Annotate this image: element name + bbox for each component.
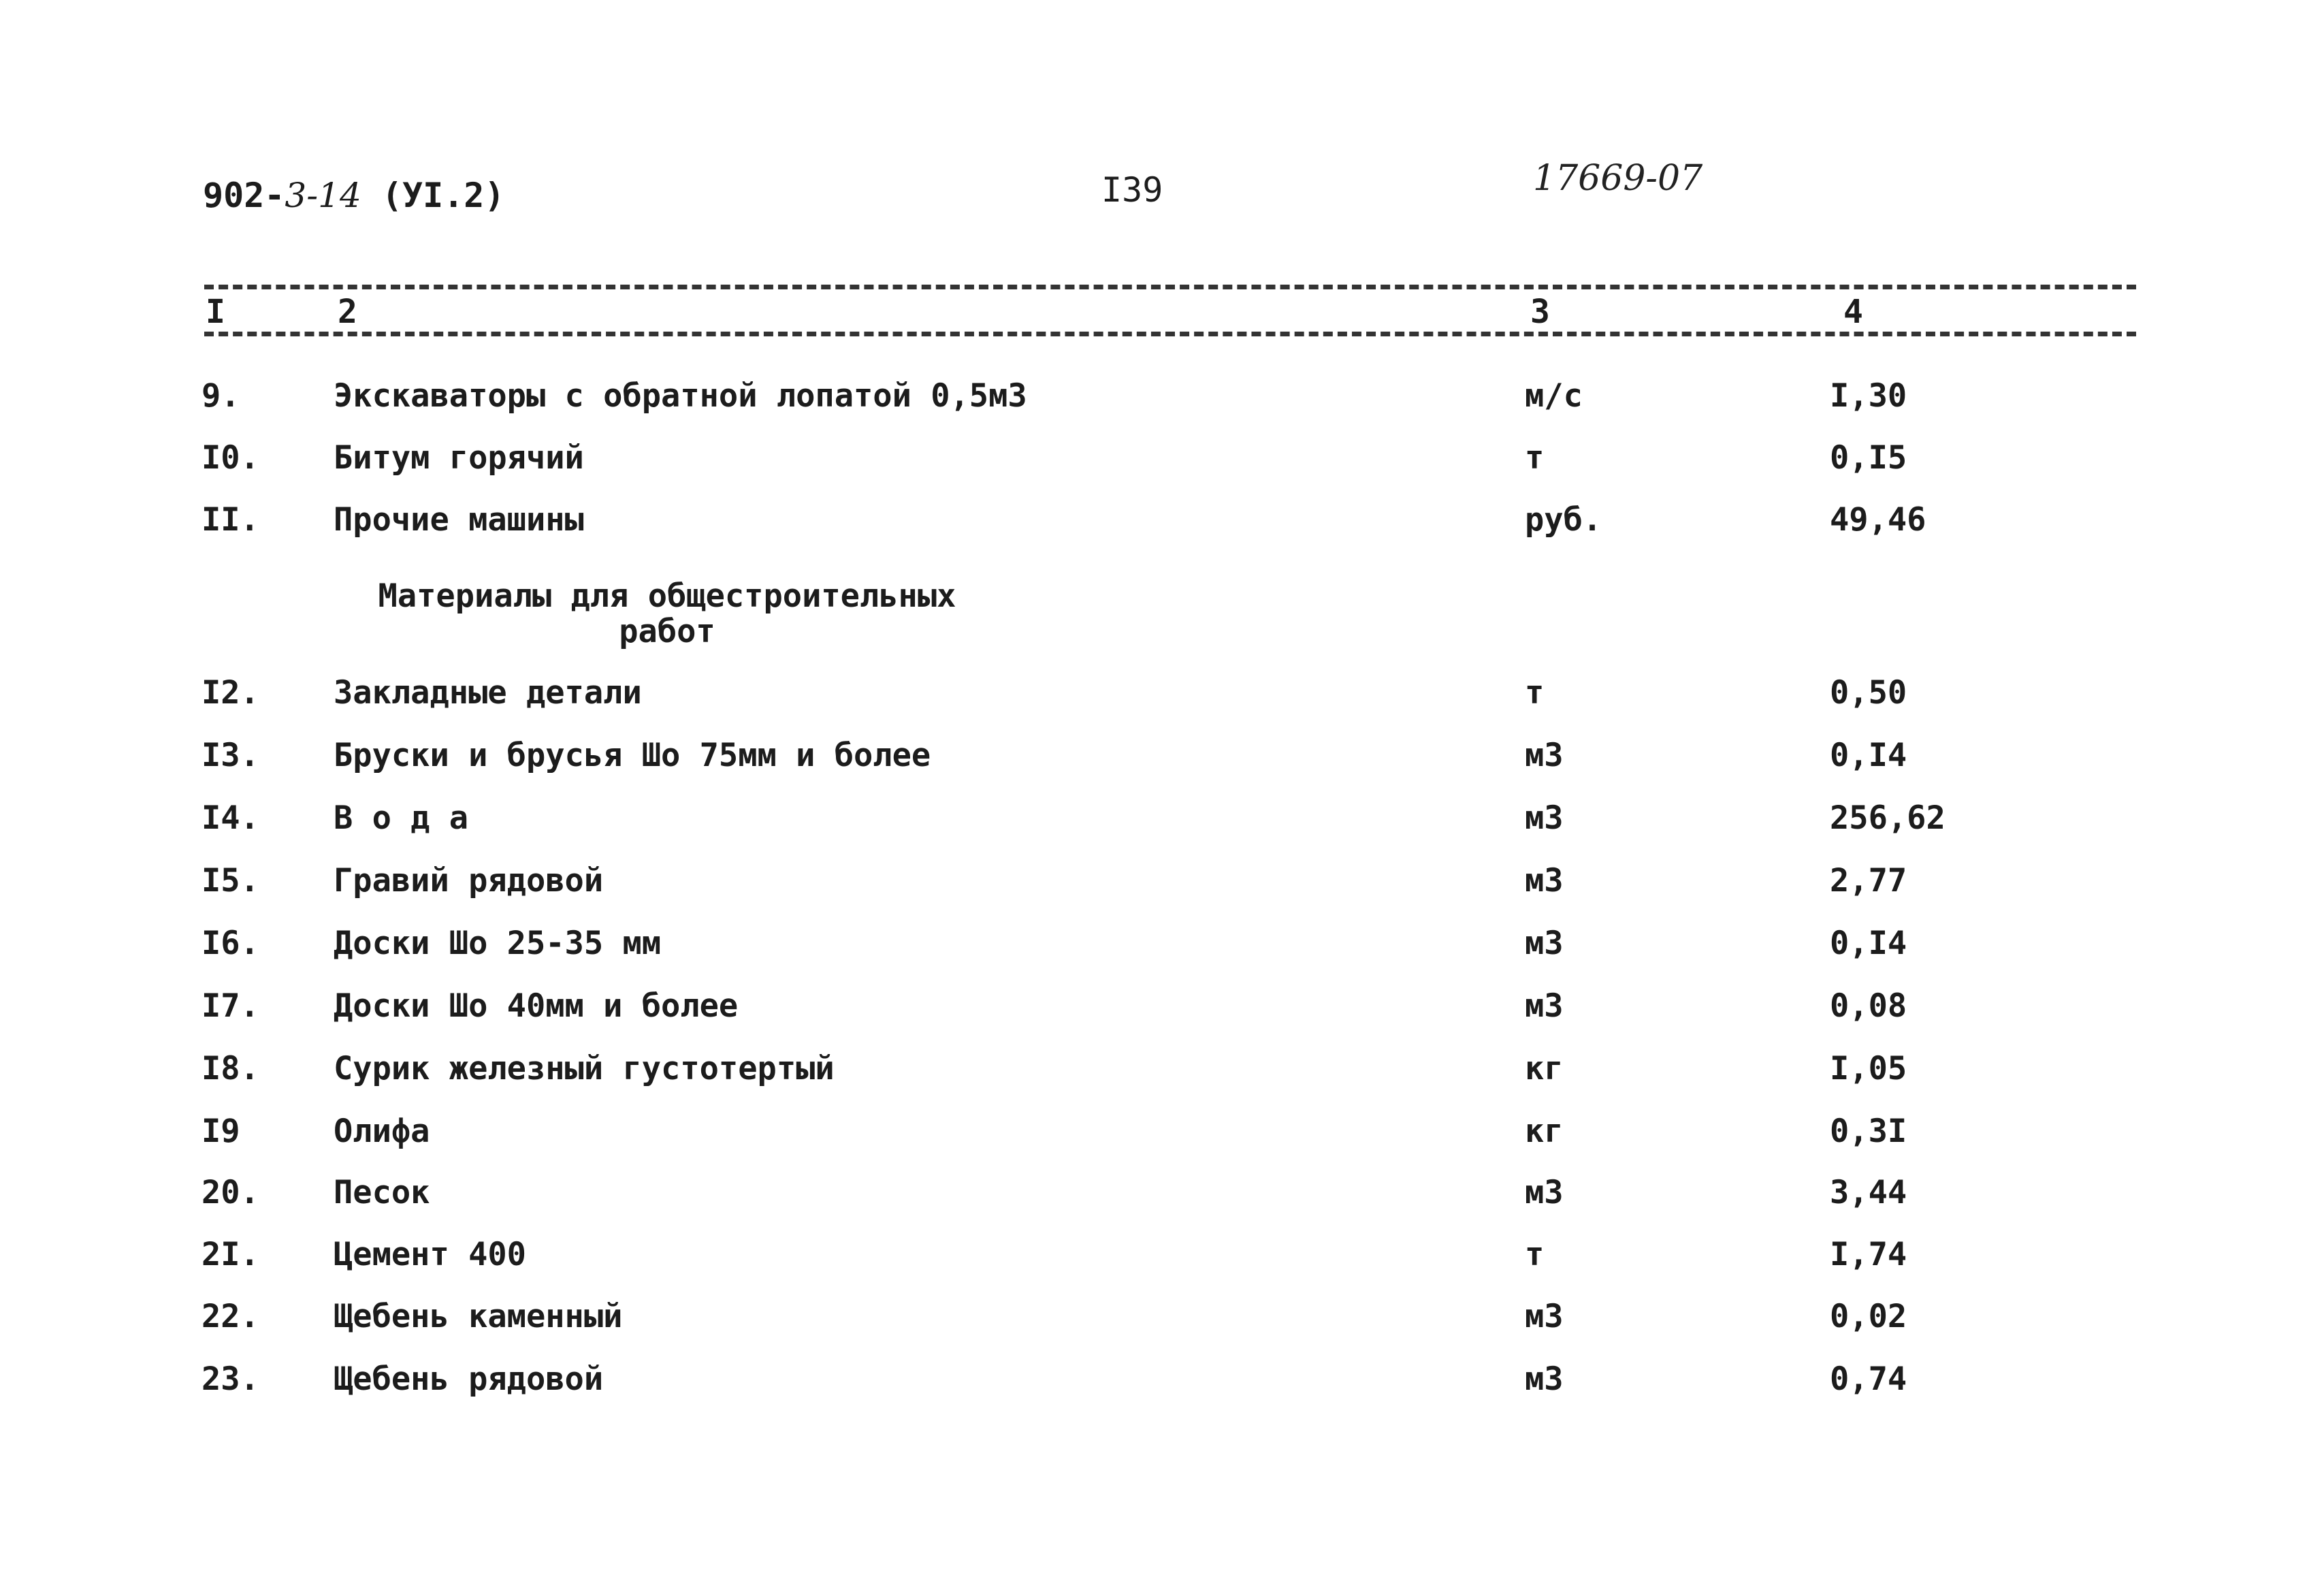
row-quantity: 0,02 xyxy=(1830,1298,1907,1335)
row-name: Экскаваторы с обратной лопатой 0,5м3 xyxy=(334,377,1027,415)
row-quantity: I,30 xyxy=(1830,377,1907,415)
section-title-line-1: Материалы для общестроительных xyxy=(378,577,956,615)
row-unit: м3 xyxy=(1525,987,1564,1025)
row-number: I4. xyxy=(201,799,259,837)
row-unit: м3 xyxy=(1525,799,1564,837)
row-quantity: 0,3I xyxy=(1830,1113,1907,1150)
row-quantity: 256,62 xyxy=(1830,799,1946,837)
row-name: Доски Шо 25-35 мм xyxy=(334,925,662,962)
row-quantity: 0,50 xyxy=(1830,674,1907,712)
document-section: (УI.2) xyxy=(381,176,505,215)
row-unit: руб. xyxy=(1525,501,1602,539)
row-unit: м3 xyxy=(1525,1298,1564,1335)
document-code xyxy=(203,176,505,215)
row-name: Гравий рядовой xyxy=(334,862,604,899)
row-name: Прочие машины xyxy=(334,501,584,539)
row-quantity: 0,I4 xyxy=(1830,737,1907,774)
row-unit: кг xyxy=(1525,1050,1564,1087)
inventory-number: 17669-07 xyxy=(1533,158,1703,199)
row-quantity: 2,77 xyxy=(1830,862,1907,899)
row-name: Щебень каменный xyxy=(334,1298,623,1335)
row-quantity: I,05 xyxy=(1830,1050,1907,1087)
page-number: I39 xyxy=(1101,170,1163,210)
row-number: I9 xyxy=(201,1113,240,1150)
row-number: I2. xyxy=(201,674,259,712)
row-quantity: I,74 xyxy=(1830,1236,1907,1273)
row-unit: м3 xyxy=(1525,925,1564,962)
row-number: 9. xyxy=(201,377,240,415)
row-number: I5. xyxy=(201,862,259,899)
header-rule-top xyxy=(204,285,2136,289)
row-quantity: 0,I5 xyxy=(1830,439,1907,477)
row-unit: м/с xyxy=(1525,377,1583,415)
row-quantity: 49,46 xyxy=(1830,501,1926,539)
document-code-printed: 902- xyxy=(203,176,285,215)
row-name: Доски Шо 40мм и более xyxy=(334,987,739,1025)
row-unit: кг xyxy=(1525,1113,1564,1150)
row-unit: м3 xyxy=(1525,862,1564,899)
section-title-line-2: работ xyxy=(619,613,715,650)
row-name: Цемент 400 xyxy=(334,1236,526,1273)
section-title xyxy=(354,579,980,650)
column-header-3: 3 xyxy=(1530,293,1550,331)
row-number: 20. xyxy=(201,1174,259,1211)
row-name: Закладные детали xyxy=(334,674,642,712)
row-unit: м3 xyxy=(1525,1174,1564,1211)
row-unit: т xyxy=(1525,674,1545,712)
row-name: Песок xyxy=(334,1174,430,1211)
row-name: Олифа xyxy=(334,1113,430,1150)
document-code-handwritten: 3-14 xyxy=(285,176,361,215)
row-number: 23. xyxy=(201,1360,259,1398)
row-number: 22. xyxy=(201,1298,259,1335)
row-number: I7. xyxy=(201,987,259,1025)
row-number: I8. xyxy=(201,1050,259,1087)
row-number: II. xyxy=(201,501,259,539)
row-unit: т xyxy=(1525,439,1545,477)
row-name: Сурик железный густотертый xyxy=(334,1050,835,1087)
row-number: 2I. xyxy=(201,1236,259,1273)
row-quantity: 0,08 xyxy=(1830,987,1907,1025)
row-number: I0. xyxy=(201,439,259,477)
row-number: I6. xyxy=(201,925,259,962)
row-name: Щебень рядовой xyxy=(334,1360,604,1398)
row-quantity: 0,74 xyxy=(1830,1360,1907,1398)
row-name: Битум горячий xyxy=(334,439,584,477)
row-unit: м3 xyxy=(1525,1360,1564,1398)
row-unit: т xyxy=(1525,1236,1545,1273)
column-header-2: 2 xyxy=(338,293,357,331)
row-quantity: 0,I4 xyxy=(1830,925,1907,962)
header-rule-bottom xyxy=(204,332,2136,336)
column-header-4: 4 xyxy=(1843,293,1863,331)
column-header-1: I xyxy=(206,293,225,331)
row-name: В о д а xyxy=(334,799,469,837)
row-name: Бруски и брусья Шо 75мм и более xyxy=(334,737,931,774)
row-unit: м3 xyxy=(1525,737,1564,774)
row-number: I3. xyxy=(201,737,259,774)
row-quantity: 3,44 xyxy=(1830,1174,1907,1211)
